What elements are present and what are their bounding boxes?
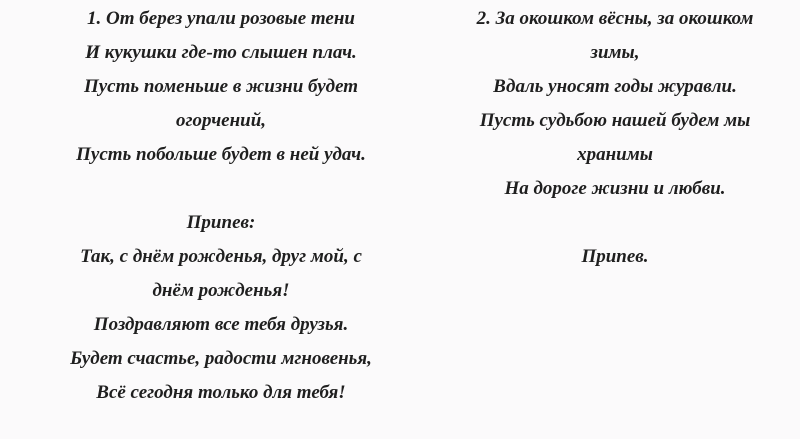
- verse2-line-5: хранимы: [577, 144, 653, 165]
- left-column: [38, 2, 404, 410]
- chorus-line-5: Всё сегодня только для тебя!: [96, 382, 346, 403]
- chorus-line-3: Поздравляют все тебя друзья.: [93, 314, 349, 335]
- verse2-line-4: Пусть судьбою нашей будем мы: [479, 110, 751, 131]
- chorus-title: Припев:: [186, 212, 256, 233]
- chorus-line-4: Будет счастье, радости мгновенья,: [70, 348, 372, 369]
- right-column: [432, 2, 798, 274]
- verse1-line-1: 1. От берез упали розовые тени: [87, 8, 355, 29]
- chorus-line-1: Так, с днём рожденья, друг мой, с: [80, 246, 362, 267]
- verse2-line-2: зимы,: [590, 42, 640, 63]
- stanza-gap: [38, 172, 404, 206]
- chorus-reference: Припев.: [581, 246, 649, 267]
- stanza-gap: [432, 206, 798, 240]
- verse2-line-3: Вдаль уносят годы журавли.: [493, 76, 737, 97]
- verse1-line-4: огорчений,: [175, 110, 267, 131]
- verse2-line-6: На дороге жизни и любви.: [504, 178, 726, 199]
- chorus-line-2: днём рожденья!: [152, 280, 290, 301]
- verse2-line-1: 2. За окошком вёсны, за окошком: [476, 8, 754, 29]
- verse1-line-5: Пусть побольше будет в ней удач.: [76, 144, 366, 165]
- verse1-line-3: Пусть поменьше в жизни будет: [83, 76, 359, 97]
- verse1-line-2: И кукушки где-то слышен плач.: [85, 42, 357, 63]
